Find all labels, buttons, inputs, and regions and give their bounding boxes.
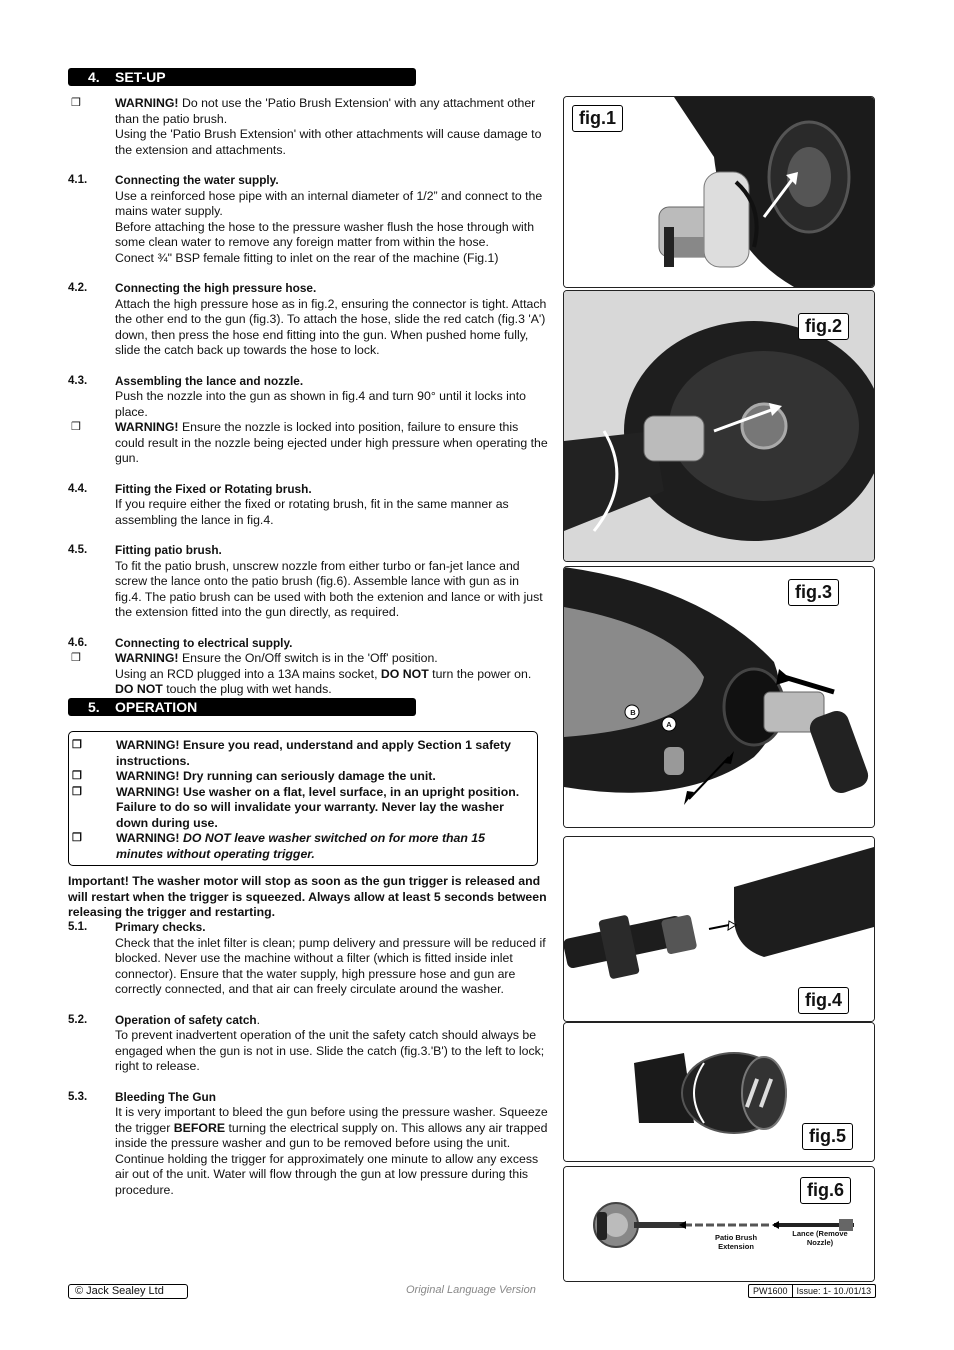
- figure-6: [563, 1166, 875, 1282]
- warning-item: ❒ WARNING! DO NOT leave washer switched on for more than 15 minutes without operating trigger.: [72, 831, 485, 861]
- step-5-3: 5.3. Bleeding The Gun It is very important to bleed the gun before using the pressure washer. Squeeze the trigger BEFORE turning the electrical supply on. This allows any air trapped inside the pressure washer and gun to be removed before using the unit. Continue holding the trigger for approximately one minute to allow any excess air out of the unit. Water will flow through the gun at low pressure during this procedure.: [68, 1089, 548, 1197]
- checkbox-icon: ❒: [72, 785, 82, 798]
- figure-2: [563, 290, 875, 562]
- section-5-header: [68, 698, 416, 716]
- section-4-header: [68, 68, 416, 86]
- warning-item: ❒ WARNING! Dry running can seriously damage the unit.: [72, 769, 436, 783]
- callout-a: A: [666, 720, 672, 729]
- figure-label: fig.1: [572, 105, 623, 132]
- checkbox-icon: ❒: [71, 652, 81, 664]
- issue-number: Issue: 1- 10./01/13: [792, 1285, 876, 1297]
- checkbox-icon: ❒: [71, 97, 81, 109]
- callout-b: B: [630, 708, 636, 717]
- checkbox-icon: ❒: [71, 421, 81, 433]
- checkbox-icon: ❒: [72, 770, 82, 782]
- figure-label: fig.4: [798, 987, 849, 1014]
- language-note: Original Language Version: [406, 1284, 536, 1296]
- figure-label: fig.5: [802, 1123, 853, 1150]
- warning-item: ❒ WARNING! Ensure you read, understand and apply Section 1 safety instructions.: [72, 738, 511, 768]
- figure-label: fig.2: [798, 313, 849, 340]
- safety-warning-box: [68, 731, 538, 866]
- figure-5: [563, 1022, 875, 1162]
- figure-label: fig.3: [788, 579, 839, 606]
- step-4-6: 4.6. Connecting to electrical supply.: [68, 635, 293, 650]
- figure-label: fig.6: [800, 1177, 851, 1204]
- step-5-2: 5.2. Operation of safety catch. To prevent inadvertent operation of the unit the safety catch should always be engaged when the gun is not in use. Slide the catch (fig.3.'B') to the left to lock; right to release.: [68, 1012, 545, 1073]
- checkbox-icon: ❒: [72, 739, 82, 751]
- copyright: © Jack Sealey Ltd: [68, 1284, 188, 1299]
- step-4-5: 4.5. Fitting patio brush. To fit the patio brush, unscrew nozzle from either turbo or fan-jet lance and screw the lance onto the patio brush (fig.6). Assemble lance with gun as in fig.4. The patio brush can be used with both the extenion and lance or with just the extension fitted into the gun directly, as required.: [68, 543, 543, 619]
- section-title: OPERATION: [115, 699, 198, 715]
- important-note: Important! The washer motor will stop as soon as the gun trigger is released and will restart when the trigger is squeezed. Always allow at least 5 seconds between releasing the trigger and restarting.: [68, 874, 547, 919]
- step-4-1: 4.1. Connecting the water supply. Use a reinforced hose pipe with an internal diameter of 1/2” and connect to the mains water supply. Before attaching the hose to the pressure washer flush the hose through with some clean water to remove any foreign matter from within the hose. Conect ¾" BSP female fitting to inlet on the rear of the machine (Fig.1): [68, 173, 543, 265]
- patio-warning: ❒ WARNING! Do not use the 'Patio Brush Extension' with any attachment other than the patio brush. Using the 'Patio Brush Extension' with other attachments will cause damage to the extension and attachments.: [71, 96, 542, 157]
- section-number: 5.: [88, 699, 100, 715]
- step-5-1: 5.1. Primary checks. Check that the inlet filter is clean; pump delivery and pressure will be reduced if blocked. Never use the machine without a filter (which is fitted inside inlet connector). Ensure that the water supply, high pressure hose and gun are correctly connected, and that air can freely circulate around the washer.: [68, 920, 546, 996]
- electrical-warning: ❒ WARNING! Ensure the On/Off switch is in the 'Off' position. Using an RCD plugged into a 13A mains socket, DO NOT turn the power on. DO NOT touch the plug with wet hands.: [71, 651, 532, 696]
- warning-item: ❒ WARNING! Use washer on a flat, level surface, in an upright position. Failure to do so will invalidate your warranty. Never lay the washer down during use.: [72, 784, 520, 830]
- section-number: 4.: [88, 69, 100, 85]
- step-4-3: 4.3. Assembling the lance and nozzle. Push the nozzle into the gun as shown in fig.4 and turn 90° until it locks into place.: [68, 373, 526, 419]
- gun-connection-illustration: [564, 567, 874, 827]
- setup-column: [68, 96, 548, 698]
- step-4-4: 4.4. Fitting the Fixed or Rotating brush. If you require either the fixed or rotating brush, fit in the same manner as assembling the lance in fig.4.: [68, 481, 509, 527]
- extension-label: Patio Brush Extension: [714, 1233, 758, 1251]
- operation-column: [68, 920, 548, 1198]
- figure-3: [563, 566, 875, 828]
- issue-box: [748, 1284, 876, 1298]
- model-number: PW1600: [753, 1286, 788, 1296]
- step-4-2: 4.2. Connecting the high pressure hose. Attach the high pressure hose as in fig.2, ensuring the connector is tight. Attach the other end to the gun (fig.3). To attach the hose, slide the red catch (fig.3 'A') down, then press the hose end fitting into the gun. When pushed home fully, slide the catch back up towards the hose to lock.: [68, 281, 547, 357]
- section-title: SET-UP: [115, 69, 166, 85]
- figure-4: [563, 836, 875, 1022]
- lance-label: Lance (Remove Nozzle): [792, 1229, 848, 1247]
- checkbox-icon: ❒: [72, 832, 82, 844]
- nozzle-warning: ❒ WARNING! Ensure the nozzle is locked into position, failure to ensure this could result in the nozzle being ejected under high pressure when operating the gun.: [71, 420, 548, 465]
- figure-1: [563, 96, 875, 288]
